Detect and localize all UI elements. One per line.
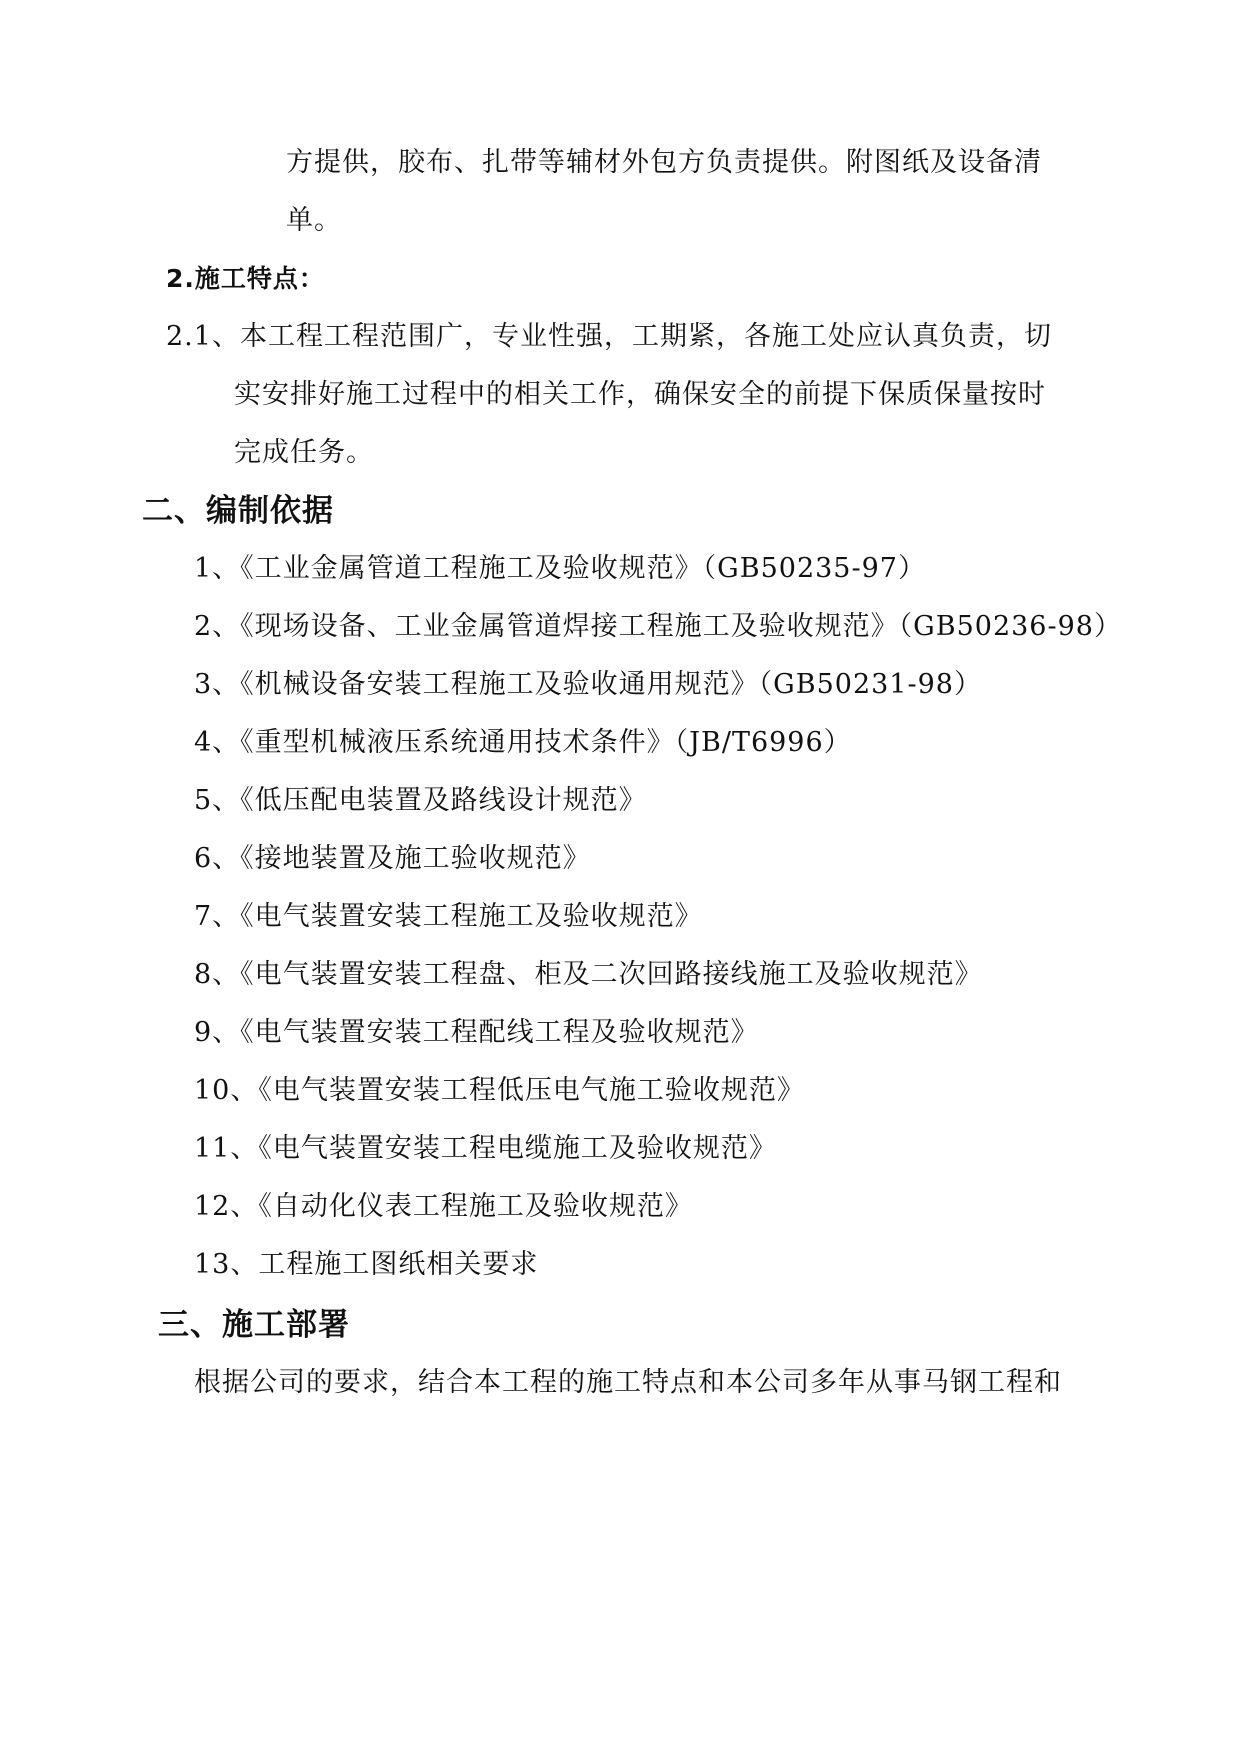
basis-list-item: 11、《电气装置安装工程电缆施工及验收规范》 xyxy=(194,1133,777,1164)
section-heading-construction-features: 2.施工特点： xyxy=(166,264,325,293)
basis-list-item: 8、《电气装置安装工程盘、柜及二次回路接线施工及验收规范》 xyxy=(194,959,983,990)
basis-list-item: 5、《低压配电装置及路线设计规范》 xyxy=(194,785,647,816)
intro-line-1: 方提供，胶布、扎带等辅材外包方负责提供。附图纸及设备清 xyxy=(286,147,1042,178)
basis-list-item: 6、《接地装置及施工验收规范》 xyxy=(194,843,591,874)
basis-list-item: 10、《电气装置安装工程低压电气施工验收规范》 xyxy=(194,1075,805,1106)
item-2-1-line-3: 完成任务。 xyxy=(234,437,374,468)
basis-list-item: 7、《电气装置安装工程施工及验收规范》 xyxy=(194,901,703,932)
deployment-line-1: 根据公司的要求，结合本工程的施工特点和本公司多年从事马钢工程和 xyxy=(194,1367,1062,1398)
basis-list-item: 1、《工业金属管道工程施工及验收规范》（GB50235-97） xyxy=(194,553,926,584)
item-2-1-line-1: 2.1、本工程工程范围广，专业性强，工期紧，各施工处应认真负责，切 xyxy=(166,321,1052,352)
basis-list-item: 9、《电气装置安装工程配线工程及验收规范》 xyxy=(194,1017,759,1048)
basis-list-item: 13、工程施工图纸相关要求 xyxy=(194,1249,539,1280)
intro-line-2: 单。 xyxy=(286,205,342,236)
item-2-1-line-2: 实安排好施工过程中的相关工作，确保安全的前提下保质保量按时 xyxy=(234,379,1046,410)
basis-list-item: 2、《现场设备、工业金属管道焊接工程施工及验收规范》（GB50236-98） xyxy=(194,611,1122,642)
chapter-heading-basis: 二、编制依据 xyxy=(142,493,334,529)
basis-list-item: 12、《自动化仪表工程施工及验收规范》 xyxy=(194,1191,693,1222)
basis-list-item: 3、《机械设备安装工程施工及验收通用规范》（GB50231-98） xyxy=(194,669,982,700)
chapter-heading-deployment: 三、施工部署 xyxy=(158,1307,350,1343)
basis-list-item: 4、《重型机械液压系统通用技术条件》（JB/T6996） xyxy=(194,727,852,758)
